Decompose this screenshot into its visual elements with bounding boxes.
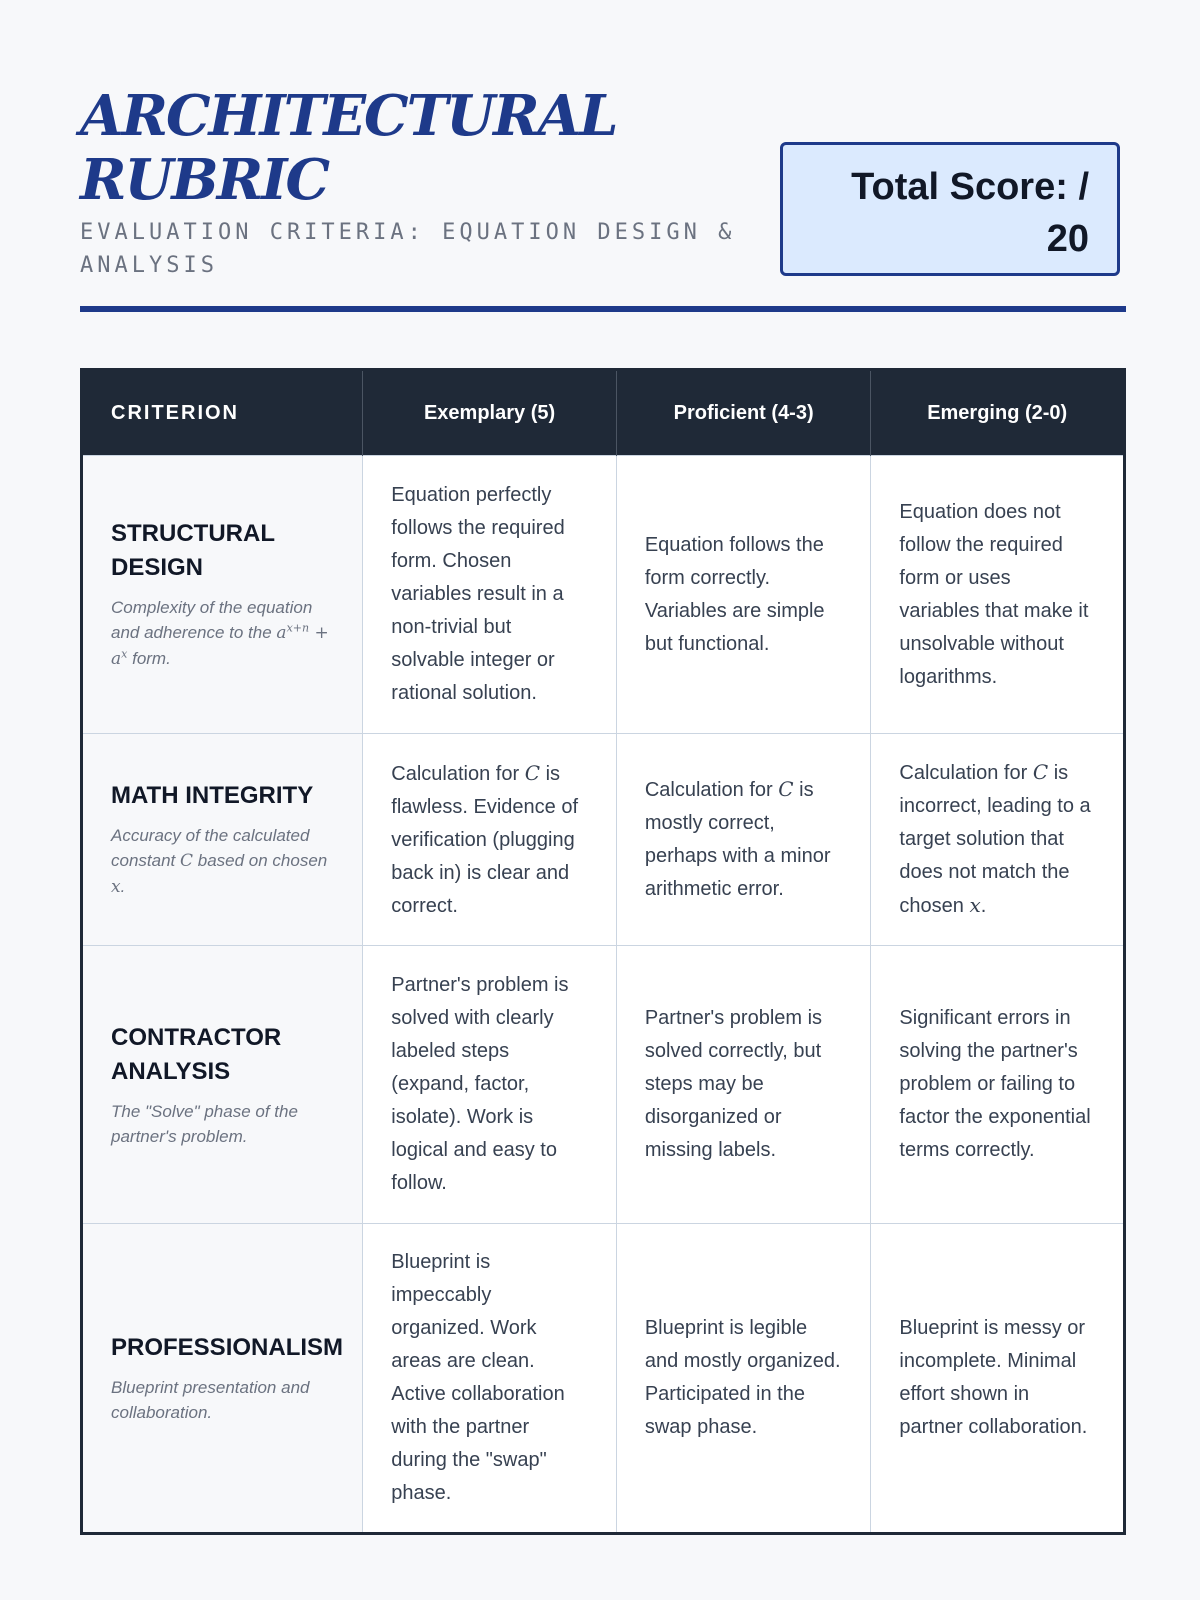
total-score-box xyxy=(780,142,1120,276)
criterion-description-text: Accuracy of the calculated constant xyxy=(111,826,310,870)
column-header-proficient: Proficient (4-3) xyxy=(616,370,871,456)
variable-c: C xyxy=(524,760,540,785)
total-score-label: Total Score: / 20 xyxy=(851,166,1089,260)
proficient-cell: Partner's problem is solved correctly, but steps may be disorganized or missing labels. xyxy=(616,946,871,1224)
table-row xyxy=(82,734,1125,946)
criterion-description: Accuracy of the calculated constant C based on chosen x. xyxy=(111,826,328,897)
criterion-cell xyxy=(82,734,363,946)
criterion-name: CONTRACTOR ANALYSIS xyxy=(111,1023,282,1085)
criterion-cell xyxy=(82,946,363,1224)
criterion-description xyxy=(111,595,334,672)
cell-text: Calculation for xyxy=(644,779,773,801)
equation-form: $a^{x+n} + a^x$ xyxy=(111,621,329,669)
header xyxy=(80,84,1126,314)
variable-x: x xyxy=(111,877,121,897)
exemplary-cell: Blueprint is impeccably organized. Work areas are clean. Active collaboration with the partner during the "swap" phase. xyxy=(363,1224,617,1534)
emerging-cell: Blueprint is messy or incomplete. Minimal effort shown in partner collaboration. xyxy=(871,1224,1125,1534)
column-header-exemplary: Exemplary (5) xyxy=(363,370,617,456)
table-header-row xyxy=(82,370,1125,456)
cell-text: Calculation for xyxy=(391,762,520,785)
rubric-table xyxy=(80,368,1126,1535)
emerging-cell: Calculation for C is incorrect, leading to a target solution that does not match the chosen x. xyxy=(871,734,1125,946)
criterion-description: The "Solve" phase of the partner's problem. xyxy=(111,1101,298,1146)
table-row xyxy=(82,456,1125,734)
criterion-description-text: Complexity of the equation and adherence to the xyxy=(111,598,313,642)
emerging-cell: Equation does not follow the required form or uses variables that make it unsolvable without logarithms. xyxy=(871,456,1125,734)
criterion-name: MATH INTEGRITY xyxy=(111,782,314,809)
criterion-description: Blueprint presentation and collaboration. xyxy=(111,1378,310,1422)
exemplary-cell: Partner's problem is solved with clearly labeled steps (expand, factor, isolate). Work is logical and easy to follow. xyxy=(363,946,617,1224)
criterion-cell xyxy=(82,1224,363,1534)
variable-c: C xyxy=(180,851,194,871)
criterion-description-suffix: form. xyxy=(132,649,171,668)
variable-c: C xyxy=(778,777,794,801)
page-title: ARCHITECTURAL RUBRIC xyxy=(80,83,617,213)
criterion-cell xyxy=(82,456,363,734)
criterion-name: PROFESSIONALISM xyxy=(111,1334,344,1361)
proficient-cell xyxy=(616,734,871,946)
exemplary-cell: Equation perfectly follows the required form. Chosen variables result in a non-trivial but solvable integer or rational solution. xyxy=(363,456,617,734)
header-divider xyxy=(80,306,1126,312)
cell-text: is incorrect, leading to a target solution that does not match the chosen xyxy=(899,762,1091,917)
cell-text: is flawless. Evidence of verification (plugging back in) is clear and correct. xyxy=(391,762,579,917)
table-row xyxy=(82,1224,1125,1534)
exemplary-cell xyxy=(363,734,617,946)
column-header-criterion: CRITERION xyxy=(82,370,363,456)
proficient-cell: Equation follows the form correctly. Variables are simple but functional. xyxy=(616,456,871,734)
table-row xyxy=(82,946,1125,1224)
emerging-cell: Significant errors in solving the partner's problem or failing to factor the exponential terms correctly. xyxy=(871,946,1125,1224)
proficient-cell: Blueprint is legible and mostly organized. Participated in the swap phase. xyxy=(616,1224,871,1534)
variable-x: x xyxy=(969,893,981,917)
page-subtitle: EVALUATION CRITERIA: EQUATION DESIGN & ANALYSIS xyxy=(80,220,736,278)
cell-text: is mostly correct, perhaps with a minor arithmetic error. xyxy=(644,779,831,900)
cell-text: Calculation for xyxy=(899,762,1028,784)
criterion-name: STRUCTURAL DESIGN xyxy=(111,520,275,581)
variable-c: C xyxy=(1032,760,1049,784)
column-header-emerging: Emerging (2-0) xyxy=(871,370,1125,456)
criterion-description-text: based on chosen xyxy=(197,851,328,870)
